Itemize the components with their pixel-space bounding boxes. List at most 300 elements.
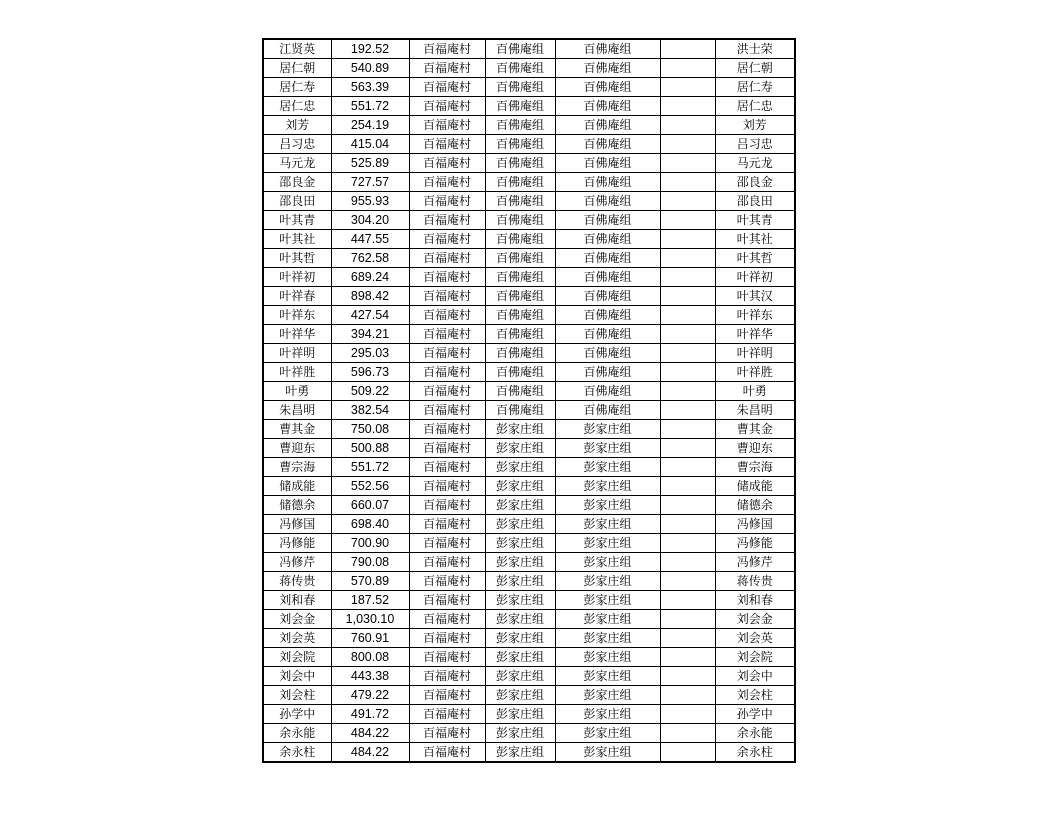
empty-cell: [660, 249, 715, 268]
group-location-cell: 彭家庄组: [555, 610, 660, 629]
owner-name-cell: 刘和春: [263, 591, 331, 610]
area-value-cell: 479.22: [331, 686, 409, 705]
owner-name-cell: 刘会中: [263, 667, 331, 686]
table-row: [263, 192, 795, 211]
table-row: [263, 382, 795, 401]
empty-cell: [660, 230, 715, 249]
village-cell: 百福庵村: [409, 553, 485, 572]
table-row: [263, 743, 795, 763]
empty-cell: [660, 173, 715, 192]
empty-cell: [660, 458, 715, 477]
group-cell: 彭家庄组: [485, 743, 555, 763]
holder-name-cell: 冯修国: [715, 515, 795, 534]
holder-name-cell: 孙学中: [715, 705, 795, 724]
area-value-cell: 187.52: [331, 591, 409, 610]
empty-cell: [660, 553, 715, 572]
village-cell: 百福庵村: [409, 686, 485, 705]
owner-name-cell: 江贤英: [263, 39, 331, 59]
area-value-cell: 540.89: [331, 59, 409, 78]
owner-name-cell: 叶祥东: [263, 306, 331, 325]
group-cell: 百佛庵组: [485, 211, 555, 230]
group-cell: 百佛庵组: [485, 325, 555, 344]
empty-cell: [660, 39, 715, 59]
village-cell: 百福庵村: [409, 743, 485, 763]
group-cell: 彭家庄组: [485, 610, 555, 629]
village-cell: 百福庵村: [409, 59, 485, 78]
owner-name-cell: 刘会院: [263, 648, 331, 667]
holder-name-cell: 叶祥初: [715, 268, 795, 287]
table-row: [263, 648, 795, 667]
table-body: [263, 39, 795, 762]
area-value-cell: 760.91: [331, 629, 409, 648]
group-location-cell: 百佛庵组: [555, 230, 660, 249]
group-location-cell: 百佛庵组: [555, 97, 660, 116]
group-location-cell: 百佛庵组: [555, 173, 660, 192]
table-row: [263, 325, 795, 344]
empty-cell: [660, 268, 715, 287]
group-location-cell: 彭家庄组: [555, 553, 660, 572]
area-value-cell: 551.72: [331, 458, 409, 477]
owner-name-cell: 余永柱: [263, 743, 331, 763]
table-row: [263, 154, 795, 173]
group-location-cell: 彭家庄组: [555, 439, 660, 458]
village-cell: 百福庵村: [409, 249, 485, 268]
area-value-cell: 750.08: [331, 420, 409, 439]
area-value-cell: 790.08: [331, 553, 409, 572]
village-cell: 百福庵村: [409, 477, 485, 496]
group-location-cell: 彭家庄组: [555, 477, 660, 496]
group-cell: 彭家庄组: [485, 515, 555, 534]
group-location-cell: 彭家庄组: [555, 743, 660, 763]
holder-name-cell: 居仁寿: [715, 78, 795, 97]
area-value-cell: 563.39: [331, 78, 409, 97]
table-row: [263, 268, 795, 287]
group-location-cell: 彭家庄组: [555, 667, 660, 686]
empty-cell: [660, 135, 715, 154]
village-cell: 百福庵村: [409, 306, 485, 325]
table-row: [263, 173, 795, 192]
area-value-cell: 491.72: [331, 705, 409, 724]
village-cell: 百福庵村: [409, 78, 485, 97]
table-row: [263, 344, 795, 363]
owner-name-cell: 曹其金: [263, 420, 331, 439]
table-row: [263, 610, 795, 629]
area-value-cell: 509.22: [331, 382, 409, 401]
group-location-cell: 百佛庵组: [555, 59, 660, 78]
owner-name-cell: 储德余: [263, 496, 331, 515]
table-row: [263, 97, 795, 116]
village-cell: 百福庵村: [409, 230, 485, 249]
village-cell: 百福庵村: [409, 192, 485, 211]
area-value-cell: 500.88: [331, 439, 409, 458]
village-cell: 百福庵村: [409, 667, 485, 686]
owner-name-cell: 曹迎东: [263, 439, 331, 458]
area-value-cell: 1,030.10: [331, 610, 409, 629]
group-location-cell: 百佛庵组: [555, 39, 660, 59]
group-location-cell: 百佛庵组: [555, 325, 660, 344]
group-location-cell: 百佛庵组: [555, 287, 660, 306]
area-value-cell: 443.38: [331, 667, 409, 686]
table-row: [263, 591, 795, 610]
holder-name-cell: 邵良田: [715, 192, 795, 211]
empty-cell: [660, 287, 715, 306]
group-location-cell: 彭家庄组: [555, 534, 660, 553]
group-location-cell: 百佛庵组: [555, 211, 660, 230]
holder-name-cell: 冯修能: [715, 534, 795, 553]
holder-name-cell: 叶其哲: [715, 249, 795, 268]
group-cell: 彭家庄组: [485, 439, 555, 458]
group-location-cell: 彭家庄组: [555, 420, 660, 439]
group-cell: 百佛庵组: [485, 173, 555, 192]
table-row: [263, 515, 795, 534]
owner-name-cell: 冯修芹: [263, 553, 331, 572]
holder-name-cell: 居仁朝: [715, 59, 795, 78]
group-cell: 百佛庵组: [485, 287, 555, 306]
group-cell: 百佛庵组: [485, 78, 555, 97]
group-cell: 百佛庵组: [485, 59, 555, 78]
area-value-cell: 698.40: [331, 515, 409, 534]
group-cell: 百佛庵组: [485, 116, 555, 135]
group-cell: 百佛庵组: [485, 382, 555, 401]
owner-name-cell: 居仁忠: [263, 97, 331, 116]
holder-name-cell: 刘会中: [715, 667, 795, 686]
village-cell: 百福庵村: [409, 629, 485, 648]
empty-cell: [660, 116, 715, 135]
group-cell: 彭家庄组: [485, 591, 555, 610]
holder-name-cell: 曹宗海: [715, 458, 795, 477]
village-cell: 百福庵村: [409, 116, 485, 135]
empty-cell: [660, 154, 715, 173]
empty-cell: [660, 724, 715, 743]
table-row: [263, 629, 795, 648]
village-cell: 百福庵村: [409, 211, 485, 230]
village-cell: 百福庵村: [409, 591, 485, 610]
area-value-cell: 689.24: [331, 268, 409, 287]
area-value-cell: 727.57: [331, 173, 409, 192]
village-cell: 百福庵村: [409, 610, 485, 629]
area-value-cell: 427.54: [331, 306, 409, 325]
empty-cell: [660, 344, 715, 363]
empty-cell: [660, 420, 715, 439]
group-location-cell: 百佛庵组: [555, 78, 660, 97]
group-location-cell: 百佛庵组: [555, 344, 660, 363]
group-location-cell: 彭家庄组: [555, 648, 660, 667]
area-value-cell: 382.54: [331, 401, 409, 420]
holder-name-cell: 马元龙: [715, 154, 795, 173]
owner-name-cell: 曹宗海: [263, 458, 331, 477]
table-row: [263, 458, 795, 477]
land-register-table: [262, 38, 796, 763]
group-cell: 百佛庵组: [485, 249, 555, 268]
empty-cell: [660, 211, 715, 230]
empty-cell: [660, 705, 715, 724]
holder-name-cell: 储成能: [715, 477, 795, 496]
area-value-cell: 254.19: [331, 116, 409, 135]
area-value-cell: 955.93: [331, 192, 409, 211]
group-cell: 彭家庄组: [485, 477, 555, 496]
group-cell: 彭家庄组: [485, 420, 555, 439]
table-row: [263, 78, 795, 97]
area-value-cell: 484.22: [331, 743, 409, 763]
group-cell: 彭家庄组: [485, 534, 555, 553]
holder-name-cell: 居仁忠: [715, 97, 795, 116]
empty-cell: [660, 572, 715, 591]
owner-name-cell: 冯修国: [263, 515, 331, 534]
village-cell: 百福庵村: [409, 724, 485, 743]
table-row: [263, 553, 795, 572]
holder-name-cell: 洪士荣: [715, 39, 795, 59]
owner-name-cell: 吕习忠: [263, 135, 331, 154]
table-row: [263, 572, 795, 591]
empty-cell: [660, 325, 715, 344]
village-cell: 百福庵村: [409, 173, 485, 192]
owner-name-cell: 刘会英: [263, 629, 331, 648]
group-location-cell: 百佛庵组: [555, 135, 660, 154]
group-location-cell: 百佛庵组: [555, 249, 660, 268]
holder-name-cell: 叶其社: [715, 230, 795, 249]
group-cell: 彭家庄组: [485, 629, 555, 648]
table-row: [263, 534, 795, 553]
owner-name-cell: 叶祥初: [263, 268, 331, 287]
table-row: [263, 686, 795, 705]
group-location-cell: 彭家庄组: [555, 686, 660, 705]
group-location-cell: 彭家庄组: [555, 629, 660, 648]
group-cell: 彭家庄组: [485, 705, 555, 724]
owner-name-cell: 叶其哲: [263, 249, 331, 268]
owner-name-cell: 冯修能: [263, 534, 331, 553]
area-value-cell: 898.42: [331, 287, 409, 306]
area-value-cell: 570.89: [331, 572, 409, 591]
table-row: [263, 363, 795, 382]
owner-name-cell: 刘会金: [263, 610, 331, 629]
group-cell: 百佛庵组: [485, 363, 555, 382]
table-row: [263, 667, 795, 686]
empty-cell: [660, 477, 715, 496]
village-cell: 百福庵村: [409, 363, 485, 382]
area-value-cell: 394.21: [331, 325, 409, 344]
table-row: [263, 401, 795, 420]
area-value-cell: 551.72: [331, 97, 409, 116]
area-value-cell: 700.90: [331, 534, 409, 553]
group-cell: 彭家庄组: [485, 458, 555, 477]
holder-name-cell: 刘会院: [715, 648, 795, 667]
holder-name-cell: 刘会柱: [715, 686, 795, 705]
village-cell: 百福庵村: [409, 268, 485, 287]
area-value-cell: 596.73: [331, 363, 409, 382]
group-cell: 彭家庄组: [485, 648, 555, 667]
village-cell: 百福庵村: [409, 439, 485, 458]
holder-name-cell: 余永能: [715, 724, 795, 743]
empty-cell: [660, 534, 715, 553]
holder-name-cell: 冯修芹: [715, 553, 795, 572]
holder-name-cell: 叶勇: [715, 382, 795, 401]
group-location-cell: 彭家庄组: [555, 515, 660, 534]
table-row: [263, 135, 795, 154]
owner-name-cell: 储成能: [263, 477, 331, 496]
group-location-cell: 彭家庄组: [555, 458, 660, 477]
owner-name-cell: 邵良金: [263, 173, 331, 192]
group-location-cell: 百佛庵组: [555, 154, 660, 173]
village-cell: 百福庵村: [409, 572, 485, 591]
village-cell: 百福庵村: [409, 534, 485, 553]
area-value-cell: 552.56: [331, 477, 409, 496]
owner-name-cell: 叶祥明: [263, 344, 331, 363]
owner-name-cell: 刘会柱: [263, 686, 331, 705]
owner-name-cell: 叶其青: [263, 211, 331, 230]
area-value-cell: 525.89: [331, 154, 409, 173]
empty-cell: [660, 59, 715, 78]
owner-name-cell: 刘芳: [263, 116, 331, 135]
group-cell: 百佛庵组: [485, 401, 555, 420]
owner-name-cell: 居仁朝: [263, 59, 331, 78]
empty-cell: [660, 306, 715, 325]
empty-cell: [660, 439, 715, 458]
empty-cell: [660, 610, 715, 629]
holder-name-cell: 蒋传贵: [715, 572, 795, 591]
table-row: [263, 705, 795, 724]
holder-name-cell: 叶祥华: [715, 325, 795, 344]
owner-name-cell: 居仁寿: [263, 78, 331, 97]
village-cell: 百福庵村: [409, 496, 485, 515]
group-location-cell: 百佛庵组: [555, 306, 660, 325]
group-location-cell: 百佛庵组: [555, 268, 660, 287]
owner-name-cell: 孙学中: [263, 705, 331, 724]
table-row: [263, 287, 795, 306]
holder-name-cell: 叶祥明: [715, 344, 795, 363]
group-location-cell: 彭家庄组: [555, 705, 660, 724]
group-cell: 彭家庄组: [485, 572, 555, 591]
village-cell: 百福庵村: [409, 515, 485, 534]
group-location-cell: 百佛庵组: [555, 401, 660, 420]
village-cell: 百福庵村: [409, 401, 485, 420]
group-location-cell: 百佛庵组: [555, 382, 660, 401]
group-cell: 百佛庵组: [485, 39, 555, 59]
group-location-cell: 彭家庄组: [555, 496, 660, 515]
empty-cell: [660, 515, 715, 534]
empty-cell: [660, 401, 715, 420]
holder-name-cell: 余永柱: [715, 743, 795, 763]
holder-name-cell: 刘会金: [715, 610, 795, 629]
holder-name-cell: 叶祥胜: [715, 363, 795, 382]
holder-name-cell: 叶其汉: [715, 287, 795, 306]
table-row: [263, 230, 795, 249]
owner-name-cell: 余永能: [263, 724, 331, 743]
group-location-cell: 百佛庵组: [555, 192, 660, 211]
group-cell: 百佛庵组: [485, 344, 555, 363]
holder-name-cell: 储德余: [715, 496, 795, 515]
area-value-cell: 762.58: [331, 249, 409, 268]
area-value-cell: 800.08: [331, 648, 409, 667]
holder-name-cell: 曹其金: [715, 420, 795, 439]
group-cell: 彭家庄组: [485, 553, 555, 572]
owner-name-cell: 邵良田: [263, 192, 331, 211]
village-cell: 百福庵村: [409, 39, 485, 59]
table-row: [263, 420, 795, 439]
group-cell: 百佛庵组: [485, 306, 555, 325]
village-cell: 百福庵村: [409, 458, 485, 477]
village-cell: 百福庵村: [409, 154, 485, 173]
table-row: [263, 116, 795, 135]
holder-name-cell: 朱昌明: [715, 401, 795, 420]
village-cell: 百福庵村: [409, 97, 485, 116]
table-row: [263, 211, 795, 230]
group-cell: 百佛庵组: [485, 268, 555, 287]
empty-cell: [660, 363, 715, 382]
area-value-cell: 304.20: [331, 211, 409, 230]
group-cell: 百佛庵组: [485, 230, 555, 249]
holder-name-cell: 邵良金: [715, 173, 795, 192]
area-value-cell: 484.22: [331, 724, 409, 743]
empty-cell: [660, 648, 715, 667]
table-row: [263, 477, 795, 496]
village-cell: 百福庵村: [409, 325, 485, 344]
empty-cell: [660, 97, 715, 116]
group-cell: 彭家庄组: [485, 667, 555, 686]
area-value-cell: 415.04: [331, 135, 409, 154]
owner-name-cell: 蒋传贵: [263, 572, 331, 591]
empty-cell: [660, 591, 715, 610]
village-cell: 百福庵村: [409, 420, 485, 439]
holder-name-cell: 叶祥东: [715, 306, 795, 325]
table-row: [263, 306, 795, 325]
holder-name-cell: 刘芳: [715, 116, 795, 135]
area-value-cell: 295.03: [331, 344, 409, 363]
owner-name-cell: 叶祥春: [263, 287, 331, 306]
holder-name-cell: 吕习忠: [715, 135, 795, 154]
owner-name-cell: 叶勇: [263, 382, 331, 401]
area-value-cell: 192.52: [331, 39, 409, 59]
empty-cell: [660, 496, 715, 515]
owner-name-cell: 叶祥胜: [263, 363, 331, 382]
group-cell: 彭家庄组: [485, 496, 555, 515]
village-cell: 百福庵村: [409, 705, 485, 724]
group-cell: 彭家庄组: [485, 724, 555, 743]
group-cell: 百佛庵组: [485, 192, 555, 211]
village-cell: 百福庵村: [409, 648, 485, 667]
owner-name-cell: 马元龙: [263, 154, 331, 173]
group-cell: 彭家庄组: [485, 686, 555, 705]
area-value-cell: 447.55: [331, 230, 409, 249]
group-location-cell: 彭家庄组: [555, 591, 660, 610]
table-row: [263, 59, 795, 78]
empty-cell: [660, 743, 715, 763]
group-location-cell: 彭家庄组: [555, 724, 660, 743]
group-location-cell: 彭家庄组: [555, 572, 660, 591]
owner-name-cell: 叶其社: [263, 230, 331, 249]
empty-cell: [660, 382, 715, 401]
owner-name-cell: 叶祥华: [263, 325, 331, 344]
holder-name-cell: 刘和春: [715, 591, 795, 610]
area-value-cell: 660.07: [331, 496, 409, 515]
table-row: [263, 439, 795, 458]
table-row: [263, 249, 795, 268]
empty-cell: [660, 629, 715, 648]
group-cell: 百佛庵组: [485, 154, 555, 173]
empty-cell: [660, 192, 715, 211]
holder-name-cell: 叶其青: [715, 211, 795, 230]
empty-cell: [660, 78, 715, 97]
village-cell: 百福庵村: [409, 382, 485, 401]
table-row: [263, 39, 795, 59]
holder-name-cell: 刘会英: [715, 629, 795, 648]
empty-cell: [660, 686, 715, 705]
group-cell: 百佛庵组: [485, 135, 555, 154]
empty-cell: [660, 667, 715, 686]
holder-name-cell: 曹迎东: [715, 439, 795, 458]
table-row: [263, 724, 795, 743]
owner-name-cell: 朱昌明: [263, 401, 331, 420]
village-cell: 百福庵村: [409, 135, 485, 154]
